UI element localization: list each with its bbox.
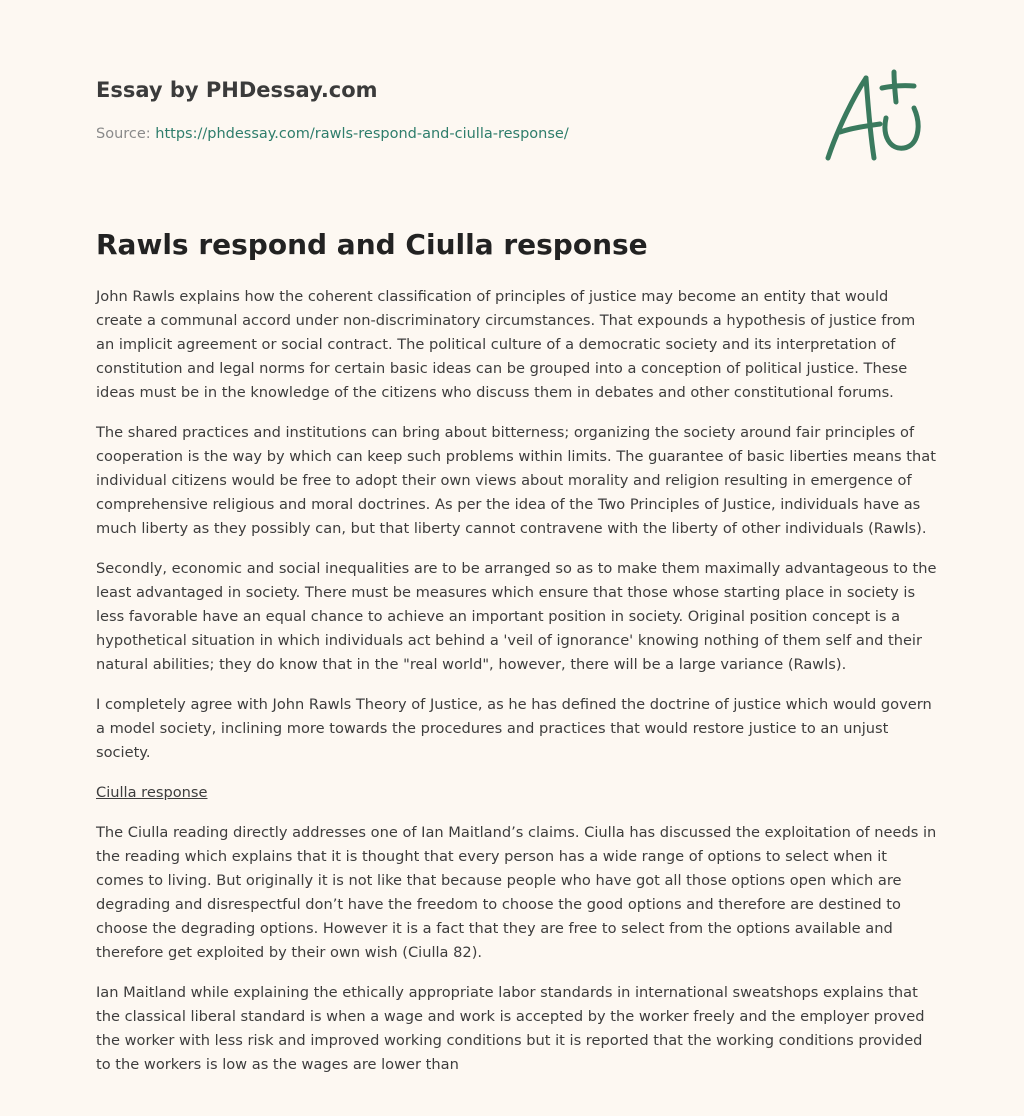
site-header [96, 76, 796, 144]
document-body [96, 285, 938, 1093]
body-paragraph: Secondly, economic and social inequalities are to be arranged so as to make them maximally advantageous to the least advantaged in society. There must be measures which ensure that those whose starting place in society is less favorable have an equal chance to achieve an important position in society. Original position concept is a hypothetical situation in which individuals act behind a 'veil of ignorance' knowing nothing of them self and their natural abilities; they do know that in the "real world", however, there will be a large variance (Rawls). [96, 560, 937, 673]
body-paragraph: I completely agree with John Rawls Theory of Justice, as he has defined the doctrine of justice which would govern a model society, inclining more towards the procedures and practices that would restore justice to an unjust society. [96, 696, 932, 761]
section-subheading: Ciulla response [96, 784, 208, 801]
brand-name: Essay by PHDessay.com [96, 78, 378, 102]
a-plus-logo-icon [818, 66, 930, 166]
source-line [96, 124, 796, 144]
body-paragraph: Ian Maitland while explaining the ethically appropriate labor standards in international sweatshops explains that the classical liberal standard is when a wage and work is accepted by the worker freely and the employer proved the worker with less risk and improved working conditions but it is reported that the working conditions provided to the workers is low as the wages are lower than [96, 984, 925, 1073]
document-title: Rawls respond and Ciulla response [96, 228, 648, 261]
body-paragraph: The shared practices and institutions can bring about bitterness; organizing the society around fair principles of cooperation is the way by which can keep such problems within limits. The guarantee of basic liberties means that individual citizens would be free to adopt their own views about morality and religion resulting in emergence of comprehensive religious and moral doctrines. As per the idea of the Two Principles of Justice, individuals have as much liberty as they possibly can, but that liberty cannot contravene with the liberty of other individuals (Rawls). [96, 424, 936, 537]
body-paragraph: The Ciulla reading directly addresses one of Ian Maitland’s claims. Ciulla has discussed the exploitation of needs in the reading which explains that it is thought that every person has a wide range of options to select when it comes to living. But originally it is not like that because people who have got all those options open which are degrading and disrespectful don’t have the freedom to choose the good options and therefore are destined to choose the degrading options. However it is a fact that they are free to select from the options available and therefore get exploited by their own wish (Ciulla 82). [96, 824, 937, 961]
source-link[interactable]: https://phdessay.com/rawls-respond-and-ciulla-response/ [155, 126, 569, 142]
body-paragraph: John Rawls explains how the coherent classification of principles of justice may become an entity that would create a communal accord under non-discriminatory circumstances. That expounds a hypothesis of justice from an implicit agreement or social contract. The political culture of a democratic society and its interpretation of constitution and legal norms for certain basic ideas can be grouped into a conception of political justice. These ideas must be in the knowledge of the citizens who discuss them in debates and other constitutional forums. [96, 288, 916, 401]
source-label: Source: [96, 126, 156, 142]
